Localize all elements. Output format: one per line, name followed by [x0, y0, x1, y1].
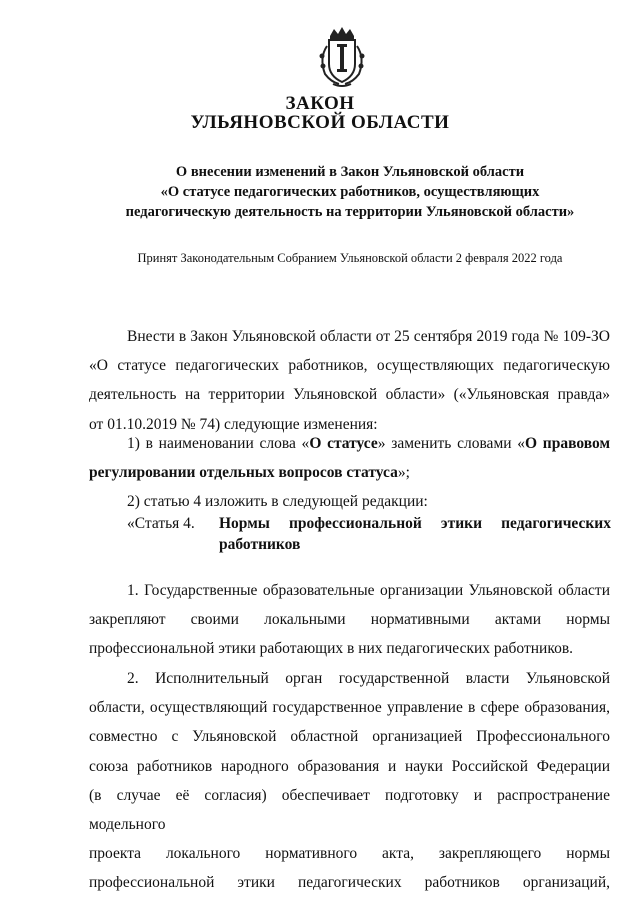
- text-line: «О статусе педагогических работников, осуществляющих педагогическую: [89, 357, 610, 375]
- text-line: (в случае её согласия) обеспечивает подготовку и распространение модельного: [89, 786, 610, 834]
- text-line: Нормы профессиональной этики педагогических: [219, 515, 611, 532]
- text-line: профессиональной этики педагогических работников организаций,: [89, 874, 610, 892]
- bold-span: О правовом: [525, 435, 610, 452]
- text-line: [89, 458, 610, 487]
- text-line: деятельность на территории Ульяновской области» («Ульяновская правда»: [89, 386, 610, 404]
- article-paragraph-1: [89, 576, 610, 664]
- bold-span: О статусе: [309, 435, 378, 452]
- intro-paragraph: [89, 322, 610, 439]
- text-span: » заменить словами «: [377, 435, 526, 452]
- text-line: Внести в Закон Ульяновской области от 25 сентября 2019 года № 109-ЗО: [127, 328, 610, 345]
- text-line: работников: [219, 536, 301, 553]
- text-line: 2) статью 4 изложить в следующей редакции:: [127, 493, 428, 510]
- amendment-item-2: [89, 487, 610, 516]
- article-paragraph-2: [89, 664, 610, 898]
- article-title: [219, 513, 611, 555]
- text-line: профессиональной этики работающих в них педагогических работников.: [89, 640, 574, 658]
- subtitle-line: О внесении изменений в Закон Ульяновской области: [175, 164, 525, 180]
- text-line: от 01.10.2019 № 74) следующие изменения:: [89, 415, 378, 433]
- text-span: 1) в наименовании слова «: [127, 435, 310, 452]
- text-line: 2. Исполнительный орган государственной власти Ульяновской: [127, 670, 610, 687]
- text-line: [89, 429, 610, 458]
- text-line: 1. Государственные образовательные организации Ульяновской области: [127, 582, 610, 599]
- text-line: проекта локального нормативного акта, закрепляющего нормы: [89, 845, 610, 863]
- amendment-item-1: [89, 429, 610, 487]
- text-line: союза работников народного образования и науки Российской Федерации: [89, 757, 610, 775]
- text-span: »;: [397, 464, 410, 482]
- law-title: ЗАКОН: [285, 93, 355, 114]
- subtitle-line: «О статусе педагогических работников, осуществляющих: [160, 184, 540, 200]
- bold-span: регулировании отдельных вопросов статуса: [89, 464, 398, 482]
- subtitle-line: педагогическую деятельность на территории Ульяновской области»: [125, 204, 575, 220]
- coat-of-arms-icon: [315, 26, 369, 90]
- adoption-note: Принят Законодательным Собранием Ульяновской области 2 февраля 2022 года: [137, 251, 563, 265]
- text-line: закрепляют своими локальными нормативными актами нормы: [89, 611, 610, 629]
- law-subtitle: [90, 162, 610, 222]
- text-line: совместно с Ульяновской областной организацией Профессионального: [89, 728, 610, 746]
- article-number: «Статья 4.: [127, 515, 195, 532]
- law-region: УЛЬЯНОВСКОЙ ОБЛАСТИ: [190, 112, 450, 133]
- text-line: области, осуществляющий государственное управление в сфере образования,: [89, 699, 610, 717]
